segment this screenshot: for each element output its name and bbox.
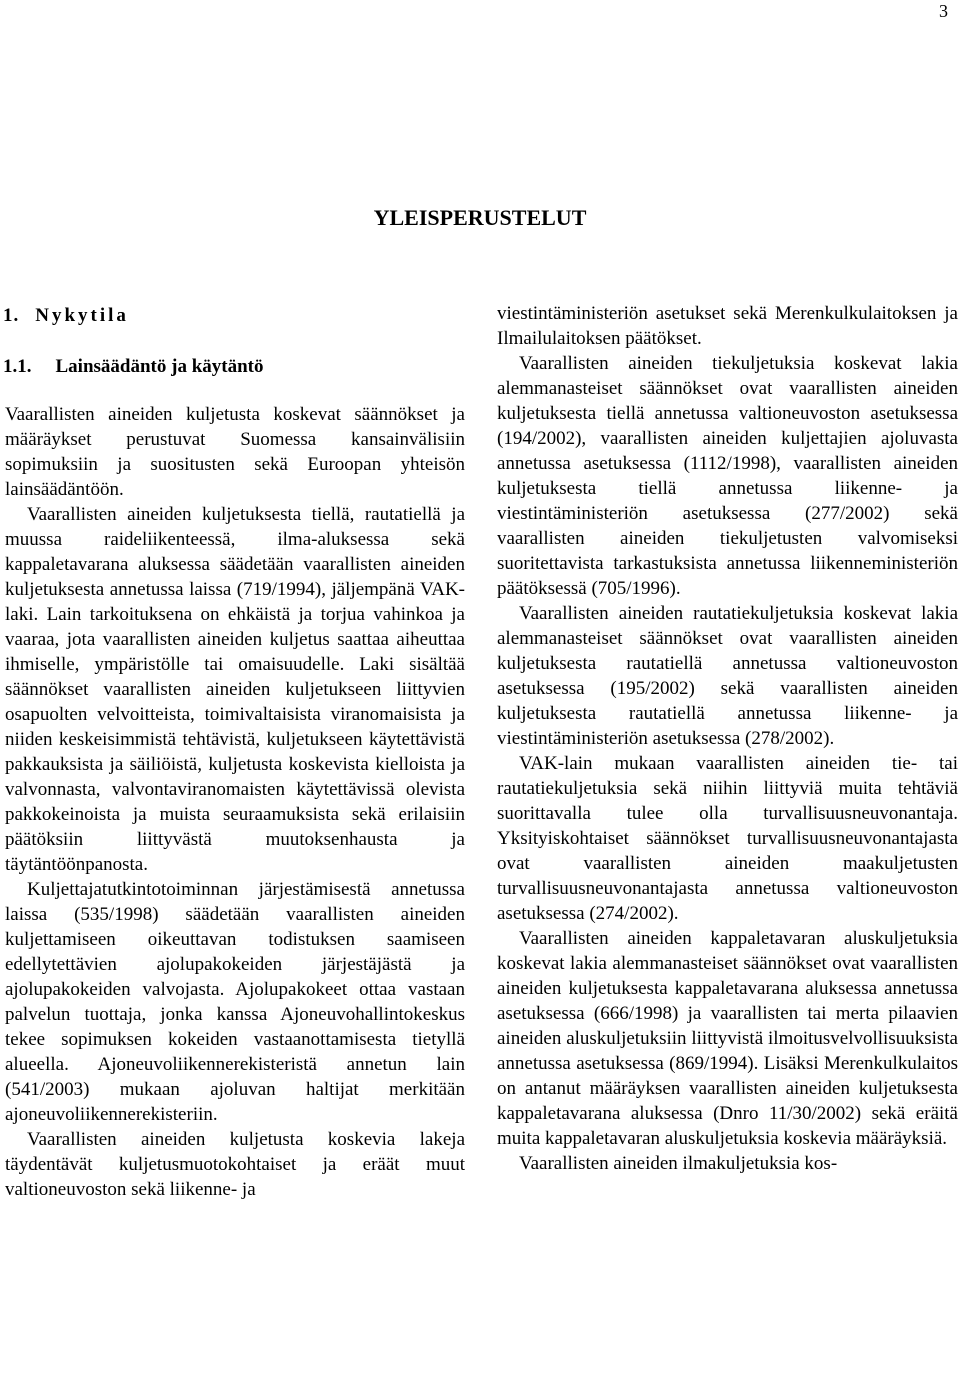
left-column — [5, 402, 465, 1202]
paragraph: Vaarallisten aineiden kappaletavaran aluskuljetuksia koskevat lakia alemmanasteiset säännökset ovat vaarallisten aineiden kuljetuksesta kappaletavarana aluksessa annetussa asetuksessa (666/1998) ja vaarallisten tai merta pilaavien aineiden aluskuljetuksiin liittyvistä ilmoitusvelvollisuuksista annetussa asetuksessa (869/1994). Lisäksi Merenkulkulaitos on antanut määräyksen vaarallisten aineiden kuljetuksesta kappaletavarana aluksessa (Dnro 11/30/2002) sekä eräitä muita kappaletavaran aluskuljetuksia koskevia määräyksiä. — [497, 928, 958, 1149]
page-number: 3 — [939, 1, 948, 21]
paragraph: Vaarallisten aineiden kuljetusta koskevat säännökset ja määräykset perustuvat Suomessa kansainvälisiin sopimuksiin ja suositusten sekä Euroopan yhteisön lainsäädäntöön. — [5, 404, 465, 500]
section-1-title: Nykytila — [35, 305, 129, 326]
paragraph: Vaarallisten aineiden tiekuljetuksia koskevat lakia alemmanasteiset säännökset ovat vaarallisten aineiden kuljetuksesta tiellä annetussa valtioneuvoston asetuksessa (194/2002), vaarallisten aineiden kuljettajien ajoluvasta annetussa asetuksessa (1112/1998), vaarallisten aineiden kuljetuksesta tiellä annetussa liikenne- ja viestintäministeriön asetuksessa (277/2002) sekä vaarallisten aineiden tiekuljetusten valvomiseksi suoritettavista tarkastuksista annetussa liikenneministeriön päätöksessä (705/1996). — [497, 353, 958, 599]
paragraph: Vaarallisten aineiden kuljetusta koskevia lakeja täydentävät kuljetusmuotokohtaiset ja eräät muut valtioneuvoston sekä liikenne- ja — [5, 1129, 465, 1200]
right-column — [497, 301, 958, 1176]
paragraph: viestintäministeriön asetukset sekä Merenkulkulaitoksen ja Ilmailulaitoksen päätökset. — [497, 303, 958, 349]
paragraph: VAK-lain mukaan vaarallisten aineiden tie- tai rautatiekuljetuksia sekä niihin liittyviä muita tehtäviä suorittavalla tulee olla turvallisuusneuvonantaja. Yksityiskohtaiset säännökset turvallisuusneuvonantajasta ovat vaarallisten aineiden maakuljetusten turvallisuusneuvonantajasta annetussa valtioneuvoston asetuksessa (274/2002). — [497, 753, 958, 924]
section-1-number: 1. — [3, 305, 20, 326]
main-heading: YLEISPERUSTELUT — [373, 205, 587, 230]
section-1-1-title: Lainsäädäntö ja käytäntö — [55, 356, 264, 377]
section-1-heading — [3, 303, 129, 329]
paragraph: Vaarallisten aineiden rautatiekuljetuksia koskevat lakia alemmanasteiset säännökset ovat vaarallisten aineiden kuljetuksesta rautatiellä annetussa valtioneuvoston asetuksessa (195/2002) sekä vaarallisten aineiden kuljetuksesta rautatiellä annetussa liikenne- ja viestintäministeriön asetuksessa (278/2002). — [497, 603, 958, 749]
section-1-1-heading — [3, 354, 264, 380]
paragraph: Kuljettajatutkintotoiminnan järjestämisestä annetussa laissa (535/1998) säädetään vaarallisten aineiden kuljettamiseen oikeuttavan todistuksen saamiseen edellytettävien ajolupakokeiden järjestäjästä ja ajolupakokeiden valvojasta. Ajolupakokeet ottaa vastaan palvelun tuottaja, jonka kanssa Ajoneuvohallintokeskus tekee sopimuksen kokeiden vastaanottamisesta tietyllä alueella. Ajoneuvoliikennerekisteristä annetun lain (541/2003) mukaan ajoluvan haltijat merkitään ajoneuvoliikennerekisteriin. — [5, 879, 465, 1125]
section-1-1-number: 1.1. — [3, 356, 32, 377]
paragraph: Vaarallisten aineiden ilmakuljetuksia kos- — [519, 1153, 838, 1174]
paragraph: Vaarallisten aineiden kuljetuksesta tiellä, rautatiellä ja muussa raideliikenteessä, ilma-aluksessa sekä kappaletavarana aluksessa säädetään vaarallisten aineiden kuljetuksesta annetussa laissa (719/1994), jäljempänä VAK-laki. Lain tarkoituksena on ehkäistä ja torjua vahinkoa ja vaaraa, jota vaarallisten aineiden kuljetus saattaa aiheuttaa ihmiselle, ympäristölle tai omaisuudelle. Laki sisältää säännökset vaarallisten aineiden kuljetukseen liittyvien osapuolten velvoitteista, toimivaltaisista viranomaisista ja niiden keskeisimmistä tehtävistä, kuljetukseen käytettävistä pakkauksista ja säiliöistä, kuljetusta koskevista kielloista ja valvonnasta, valvontaviranomaisten käytettävissä olevista pakkokeinoista ja muista seuraamuksista sekä erilaisiin päätöksiin liittyvästä muutoksenhausta ja täytäntöönpanosta. — [5, 504, 465, 875]
